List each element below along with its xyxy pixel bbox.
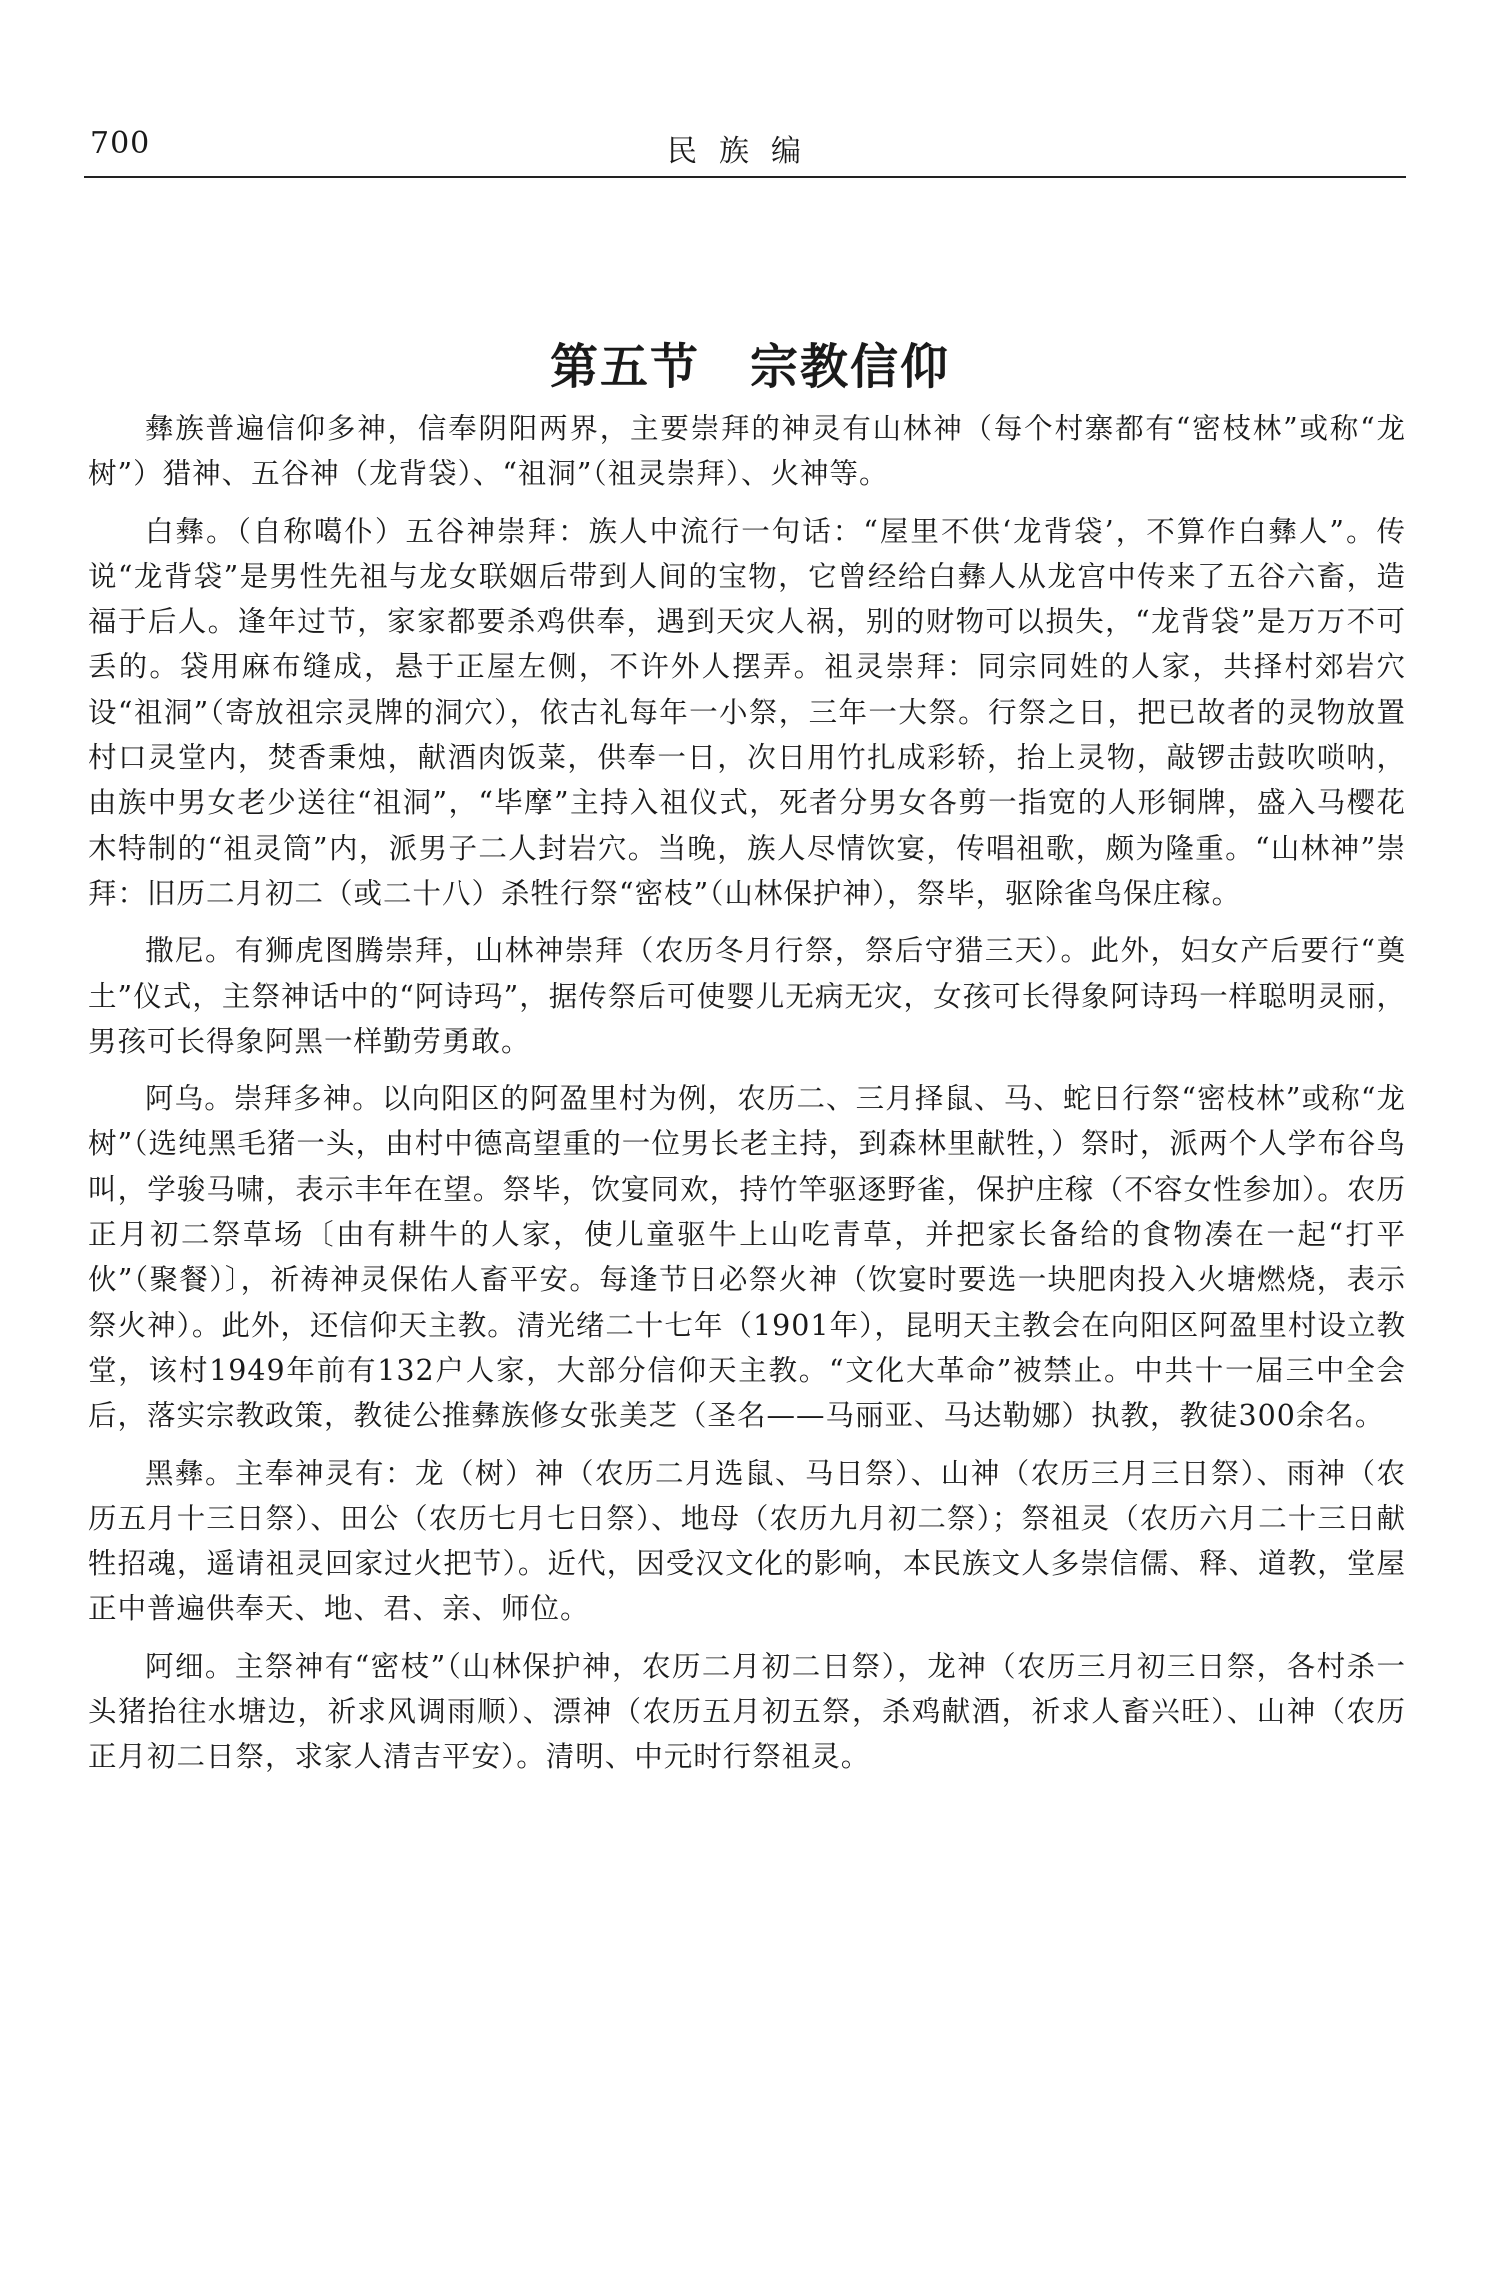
paragraph-baiyi: 白彝。（自称噶仆）五谷神崇拜：族人中流行一句话：“屋里不供‘龙背袋’，不算作白彝人”。传说“龙背袋”是男性先祖与龙女联姻后带到人间的宝物，它曾经给白彝人从龙宫中传来了五谷六畜，造福于后人。逢年过节，家家都要杀鸡供奉，遇到天灾人祸，别的财物可以损失，“龙背袋”是万万不可丢的。袋用麻布缝成，悬于正屋左侧，不许外人摆弄。祖灵崇拜：同宗同姓的人家，共择村郊岩穴设“祖洞”（寄放祖宗灵牌的洞穴），依古礼每年一小祭，三年一大祭。行祭之日，把已故者的灵物放置村口灵堂内，焚香秉烛，献酒肉饭菜，供奉一日，次日用竹扎成彩轿，抬上灵物，敲锣击鼓吹唢呐，由族中男女老少送往“祖洞”，“毕摩”主持入祖仪式，死者分男女各剪一指宽的人形铜牌，盛入马樱花木特制的“祖灵筒”内，派男子二人封岩穴。当晚，族人尽情饮宴，传唱祖歌，颇为隆重。“山林神”崇拜：旧历二月初二（或二十八）杀牲行祭“密枝”（山林保护神），祭毕，驱除雀鸟保庄稼。 bbox=[88, 514, 1406, 910]
paragraph-sani: 撒尼。有狮虎图腾崇拜，山林神崇拜（农历冬月行祭，祭后守猎三天）。此外，妇女产后要行“奠土”仪式，主祭神话中的“阿诗玛”，据传祭后可使婴儿无病无灾，女孩可长得象阿诗玛一样聪明灵丽，男孩可长得象阿黑一样勤劳勇敢。 bbox=[88, 934, 1406, 1058]
paragraph-axi: 阿细。主祭神有“密枝”（山林保护神，农历二月初二日祭），龙神（农历三月初三日祭，各村杀一头猪抬往水塘边，祈求风调雨顺）、漂神（农历五月初五祭，杀鸡献酒，祈求人畜兴旺）、山神（农历正月初二日祭，求家人清吉平安）。清明、中元时行祭祖灵。 bbox=[88, 1649, 1406, 1774]
body-text bbox=[88, 406, 1406, 1792]
header-rule bbox=[84, 176, 1406, 178]
paragraph-awu: 阿乌。崇拜多神。以向阳区的阿盈里村为例，农历二、三月择鼠、马、蛇日行祭“密枝林”或称“龙树”（选纯黑毛猪一头，由村中德高望重的一位男长老主持，到森林里献牲，）祭时，派两个人学布谷鸟叫，学骏马啸，表示丰年在望。祭毕，饮宴同欢，持竹竿驱逐野雀，保护庄稼（不容女性参加）。农历正月初二祭草场〔由有耕牛的人家，使儿童驱牛上山吃青草，并把家长备给的食物凑在一起“打平伙”（聚餐）〕，祈祷神灵保佑人畜平安。每逢节日必祭火神（饮宴时要选一块肥肉投入火塘燃烧，表示祭火神）。此外，还信仰天主教。清光绪二十七年（1901年），昆明天主教会在向阳区阿盈里村设立教堂，该村1949年前有132户人家，大部分信仰天主教。“文化大革命”被禁止。中共十一届三中全会后，落实宗教政策，教徒公推彝族修女张美芝（圣名——马丽亚、马达勒娜）执教，教徒300余名。 bbox=[88, 1082, 1406, 1433]
paragraph-intro: 彝族普遍信仰多神，信奉阴阳两界，主要崇拜的神灵有山林神（每个村寨都有“密枝林”或称“龙树”）猎神、五谷神（龙背袋）、“祖洞”（祖灵崇拜）、火神等。 bbox=[88, 412, 1406, 491]
paragraph-heiyi: 黑彝。主奉神灵有：龙（树）神（农历二月选鼠、马日祭）、山神（农历三月三日祭）、雨神（农历五月十三日祭）、田公（农历七月七日祭）、地母（农历九月初二祭）；祭祖灵（农历六月二十三日献牲招魂，遥请祖灵回家过火把节）。近代，因受汉文化的影响，本民族文人多崇信儒、释、道教，堂屋正中普遍供奉天、地、君、亲、师位。 bbox=[88, 1456, 1406, 1626]
running-head: 民族编 bbox=[667, 134, 823, 169]
page-number: 700 bbox=[90, 126, 151, 161]
section-title: 第五节 宗教信仰 bbox=[549, 339, 950, 396]
page-header bbox=[84, 120, 1406, 172]
